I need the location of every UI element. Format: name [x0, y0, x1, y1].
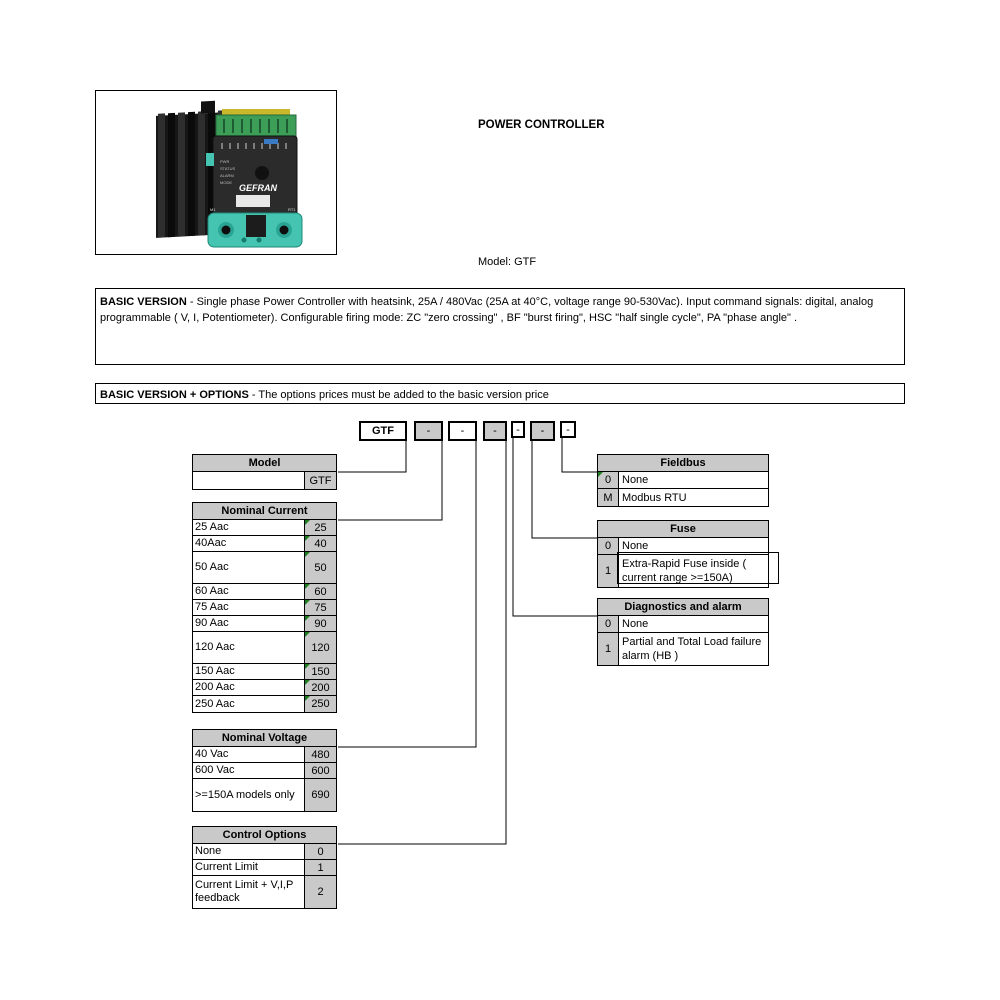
table-nominal-current	[192, 502, 337, 713]
table-row	[193, 763, 336, 779]
current-value: 75	[305, 600, 336, 615]
table-row	[193, 680, 336, 696]
table-row	[598, 555, 768, 587]
side-tab	[206, 153, 214, 166]
voltage-label: 40 Vac	[193, 747, 305, 762]
model-line: Model: GTF	[478, 256, 537, 268]
product-photo-frame	[95, 90, 337, 255]
diagnostics-code: 1	[598, 633, 619, 665]
code-box-control-options: -	[483, 421, 507, 441]
fuse-code: 1	[598, 555, 619, 587]
current-label: 60 Aac	[193, 584, 305, 599]
product-photo	[96, 91, 336, 254]
code-box-fieldbus: -	[560, 421, 576, 438]
table-row	[598, 472, 768, 489]
basic-version-box	[95, 288, 905, 365]
table-nominal-current-header: Nominal Current	[193, 503, 336, 520]
table-row	[193, 616, 336, 632]
model-row-label	[193, 472, 305, 489]
table-row	[193, 520, 336, 536]
terminal-block	[216, 115, 296, 137]
table-row	[193, 552, 336, 584]
table-fuse	[597, 520, 769, 588]
control-option-label: Current Limit	[193, 860, 305, 875]
current-label: 25 Aac	[193, 520, 305, 535]
svg-text:RT1: RT1	[288, 207, 296, 212]
table-model	[192, 454, 337, 490]
fuse-code: 0	[598, 538, 619, 554]
line-nominal-voltage	[338, 440, 476, 747]
table-row	[193, 664, 336, 680]
line-model	[338, 440, 406, 472]
page-title: POWER CONTROLLER	[478, 119, 605, 131]
control-option-label: Current Limit + V,I,P feedback	[193, 876, 305, 908]
table-row	[193, 472, 336, 489]
basic-version-heading: BASIC VERSION	[100, 296, 187, 308]
table-row	[598, 489, 768, 506]
current-value: 40	[305, 536, 336, 551]
code-box-current: -	[414, 421, 443, 441]
fieldbus-label: None	[622, 474, 649, 486]
current-label: 40Aac	[193, 536, 305, 551]
line-fuse	[532, 440, 597, 538]
svg-text:ALARM: ALARM	[220, 173, 234, 178]
table-row	[193, 779, 336, 811]
control-option-value: 0	[305, 844, 336, 859]
code-box-diagnostics: -	[511, 421, 525, 438]
diagnostics-label: None	[622, 618, 649, 630]
current-label: 150 Aac	[193, 664, 305, 679]
table-nominal-voltage-header: Nominal Voltage	[193, 730, 336, 747]
current-value: 60	[305, 584, 336, 599]
current-value: 50	[305, 552, 336, 583]
current-label: 250 Aac	[193, 696, 305, 712]
current-value: 150	[305, 664, 336, 679]
table-control-options-header: Control Options	[193, 827, 336, 844]
table-control-options	[192, 826, 337, 909]
white-label	[236, 195, 270, 207]
table-fieldbus-header: Fieldbus	[598, 455, 768, 472]
model-row-value: GTF	[305, 472, 336, 489]
diagnostics-label: Partial and Total Load failure alarm (HB )	[622, 636, 762, 662]
table-diagnostics	[597, 598, 769, 666]
basic-version-text: - Single phase Power Controller with heatsink, 25A / 480Vac (25A at 40°C, voltage range 90-530Vac). Input command signals: digital, analog programmable ( V, I, Potentiometer). Configurable firing mode: ZC "zero crossing" , BF "burst firing", HSC "half single cycle", PA "phase angle" .	[100, 296, 874, 324]
options-heading: BASIC VERSION + OPTIONS	[100, 389, 249, 401]
voltage-value: 600	[305, 763, 336, 778]
svg-text:M1: M1	[210, 207, 216, 212]
panel-hole	[255, 166, 269, 180]
table-row	[193, 632, 336, 664]
fieldbus-label: Modbus RTU	[622, 491, 687, 504]
line-nominal-current	[338, 440, 442, 520]
table-row	[598, 616, 768, 633]
svg-text:PWR: PWR	[220, 159, 230, 164]
current-label: 75 Aac	[193, 600, 305, 615]
table-row	[193, 844, 336, 860]
current-value: 120	[305, 632, 336, 663]
line-fieldbus	[562, 437, 597, 472]
line-diagnostics	[513, 437, 597, 616]
svg-text:STATUS: STATUS	[220, 166, 236, 171]
current-label: 50 Aac	[193, 552, 305, 583]
table-row	[193, 876, 336, 908]
panel-blue-mark	[264, 139, 278, 144]
current-value: 200	[305, 680, 336, 695]
current-label: 200 Aac	[193, 680, 305, 695]
code-box-fuse: -	[530, 421, 555, 441]
control-option-value: 2	[305, 876, 336, 908]
control-option-value: 1	[305, 860, 336, 875]
line-control-options	[338, 440, 506, 844]
table-row	[193, 696, 336, 712]
options-box	[95, 383, 905, 404]
fieldbus-code: M	[598, 489, 619, 506]
voltage-label: 600 Vac	[193, 763, 305, 778]
voltage-value: 480	[305, 747, 336, 762]
fuse-label: None	[622, 540, 649, 552]
control-option-label: None	[193, 844, 305, 859]
table-nominal-voltage	[192, 729, 337, 812]
table-diagnostics-header: Diagnostics and alarm	[598, 599, 768, 616]
svg-text:MODE: MODE	[220, 180, 232, 185]
table-row	[193, 860, 336, 876]
table-row	[193, 536, 336, 552]
code-box-voltage: -	[448, 421, 477, 441]
table-model-header: Model	[193, 455, 336, 472]
current-value: 25	[305, 520, 336, 535]
table-row	[193, 584, 336, 600]
fieldbus-code: 0	[598, 472, 619, 488]
voltage-value: 690	[305, 779, 336, 811]
current-label: 120 Aac	[193, 632, 305, 663]
table-row	[598, 633, 768, 665]
brand-label: GEFRAN	[239, 183, 277, 193]
current-value: 250	[305, 696, 336, 712]
voltage-label: >=150A models only	[193, 779, 305, 811]
table-row	[598, 538, 768, 555]
table-fuse-header: Fuse	[598, 521, 768, 538]
connector-center-block	[246, 215, 266, 237]
table-fieldbus	[597, 454, 769, 507]
table-row	[193, 600, 336, 616]
options-text: - The options prices must be added to the basic version price	[248, 389, 549, 401]
current-value: 90	[305, 616, 336, 631]
code-box-model: GTF	[359, 421, 407, 441]
table-row	[193, 747, 336, 763]
diagnostics-code: 0	[598, 616, 619, 632]
fuse-label: Extra-Rapid Fuse inside ( current range >=150A)	[622, 558, 747, 584]
current-label: 90 Aac	[193, 616, 305, 631]
